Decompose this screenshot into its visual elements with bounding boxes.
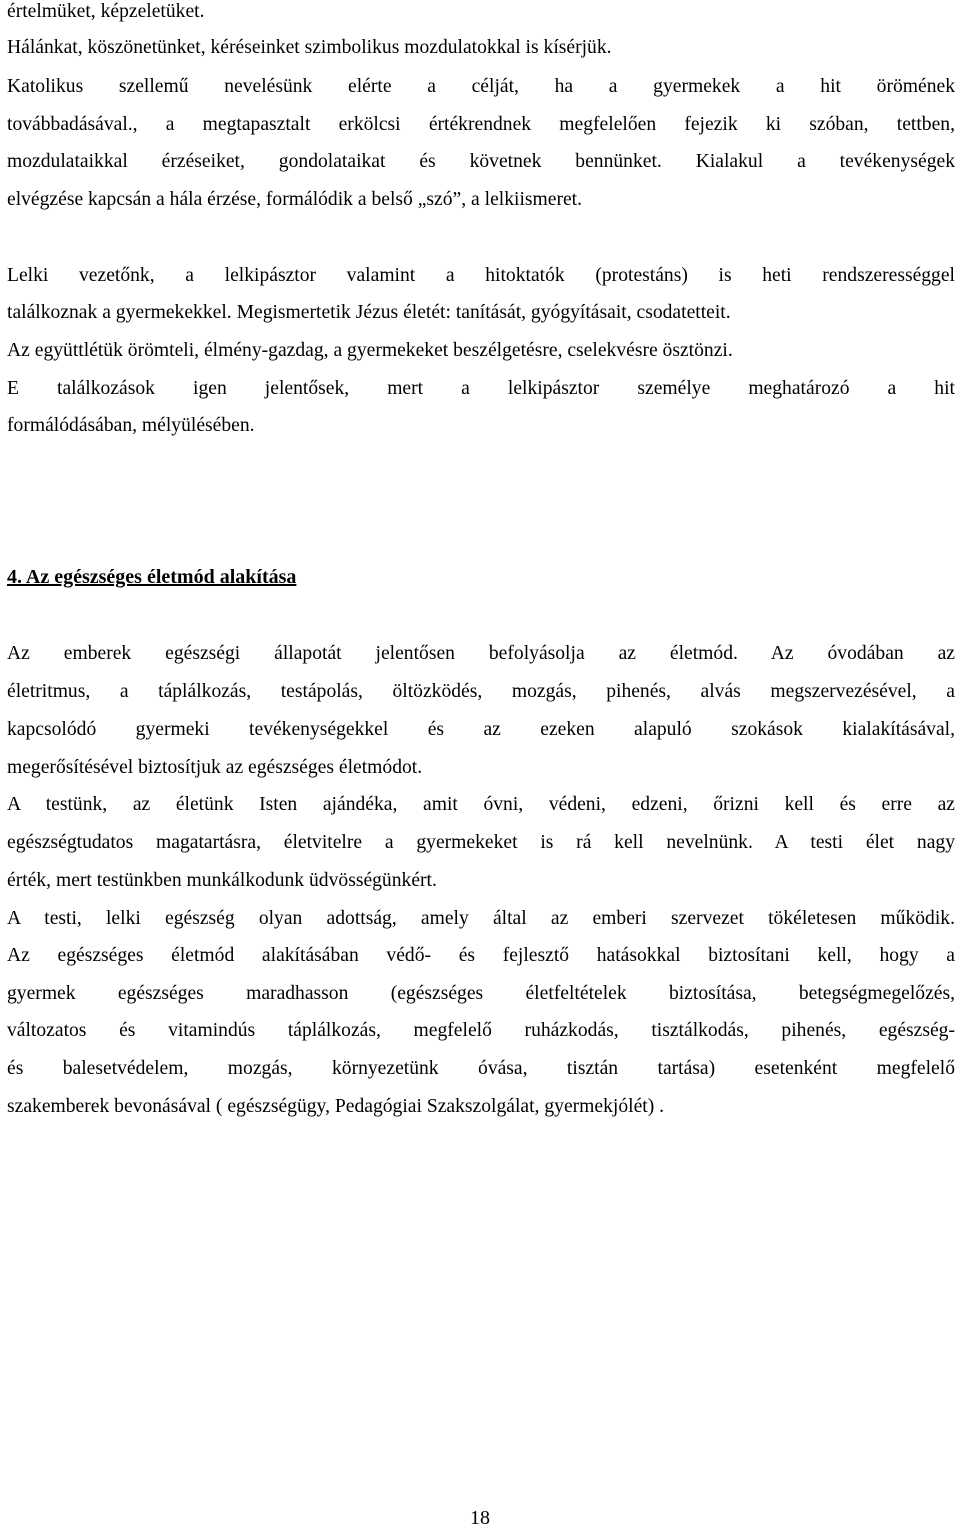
paragraph3-line-6: egészségtudatos magatartásra, életvitelre a gyermekeket is rá kell nevelnünk. A testi élet nagy	[7, 832, 955, 853]
paragraph1-line-5: mozdulataikkal érzéseiket, gondolataikat és követnek bennünket. Kialakul a tevékenységek	[7, 151, 955, 172]
paragraph3-line-2: életritmus, a táplálkozás, testápolás, öltözködés, mozgás, pihenés, alvás megszervezésével, a	[7, 681, 955, 702]
paragraph2-line-4: E találkozások igen jelentősek, mert a lelkipásztor személye meghatározó a hit	[7, 378, 955, 399]
paragraph2-line-1: Lelki vezetőnk, a lelkipásztor valamint a hitoktatók (protestáns) is heti rendszerességgel	[7, 265, 955, 286]
paragraph3-line-9: Az egészséges életmód alakításában védő- és fejlesztő hatásokkal biztosítani kell, hogy a	[7, 945, 955, 966]
paragraph2-line-5: formálódásában, mélyülésében.	[7, 415, 255, 436]
paragraph3-line-4: megerősítésével biztosítjuk az egészséges életmódot.	[7, 757, 423, 778]
paragraph2-line-3: Az együttlétük örömteli, élmény-gazdag, a gyermekeket beszélgetésre, cselekvésre ösztönzi.	[7, 340, 733, 361]
paragraph3-line-1: Az emberek egészségi állapotát jelentősen befolyásolja az életmód. Az óvodában az	[7, 643, 955, 664]
paragraph3-line-8: A testi, lelki egészség olyan adottság, amely által az emberi szervezet tökéletesen működik.	[7, 908, 955, 929]
paragraph3-line-12: és balesetvédelem, mozgás, környezetünk óvása, tisztán tartása) esetenként megfelelő	[7, 1058, 955, 1079]
paragraph3-line-11: változatos és vitamindús táplálkozás, megfelelő ruházkodás, tisztálkodás, pihenés, egészség-	[7, 1020, 955, 1041]
paragraph3-line-7: érték, mert testünkben munkálkodunk üdvösségünkért.	[7, 870, 437, 891]
paragraph3-line-10: gyermek egészséges maradhasson (egészséges életfeltételek biztosítása, betegségmegelőzés,	[7, 983, 955, 1004]
page-number: 18	[470, 1507, 490, 1529]
section-heading: 4. Az egészséges életmód alakítása	[7, 566, 297, 588]
paragraph1-line-6: elvégzése kapcsán a hála érzése, formálódik a belső „szó”, a lelkiismeret.	[7, 189, 583, 210]
paragraph1-line-2: Hálánkat, köszönetünket, kéréseinket szimbolikus mozdulatokkal is kísérjük.	[7, 37, 612, 58]
paragraph1-line-1: értelmüket, képzeletüket.	[7, 1, 205, 22]
paragraph1-line-4: továbbadásával., a megtapasztalt erkölcsi értékrendnek megfelelően fejezik ki szóban, tettben,	[7, 114, 955, 135]
paragraph3-line-3: kapcsolódó gyermeki tevékenységekkel és az ezeken alapuló szokások kialakításával,	[7, 719, 955, 740]
paragraph2-line-2: találkoznak a gyermekekkel. Megismertetik Jézus életét: tanítását, gyógyításait, csodatetteit.	[7, 302, 731, 323]
paragraph1-line-3: Katolikus szellemű nevelésünk elérte a célját, ha a gyermekek a hit örömének	[7, 76, 955, 97]
paragraph3-line-13: szakemberek bevonásával ( egészségügy, Pedagógiai Szakszolgálat, gyermekjólét) .	[7, 1096, 665, 1117]
paragraph3-line-5: A testünk, az életünk Isten ajándéka, amit óvni, védeni, edzeni, őrizni kell és erre az	[7, 794, 955, 815]
